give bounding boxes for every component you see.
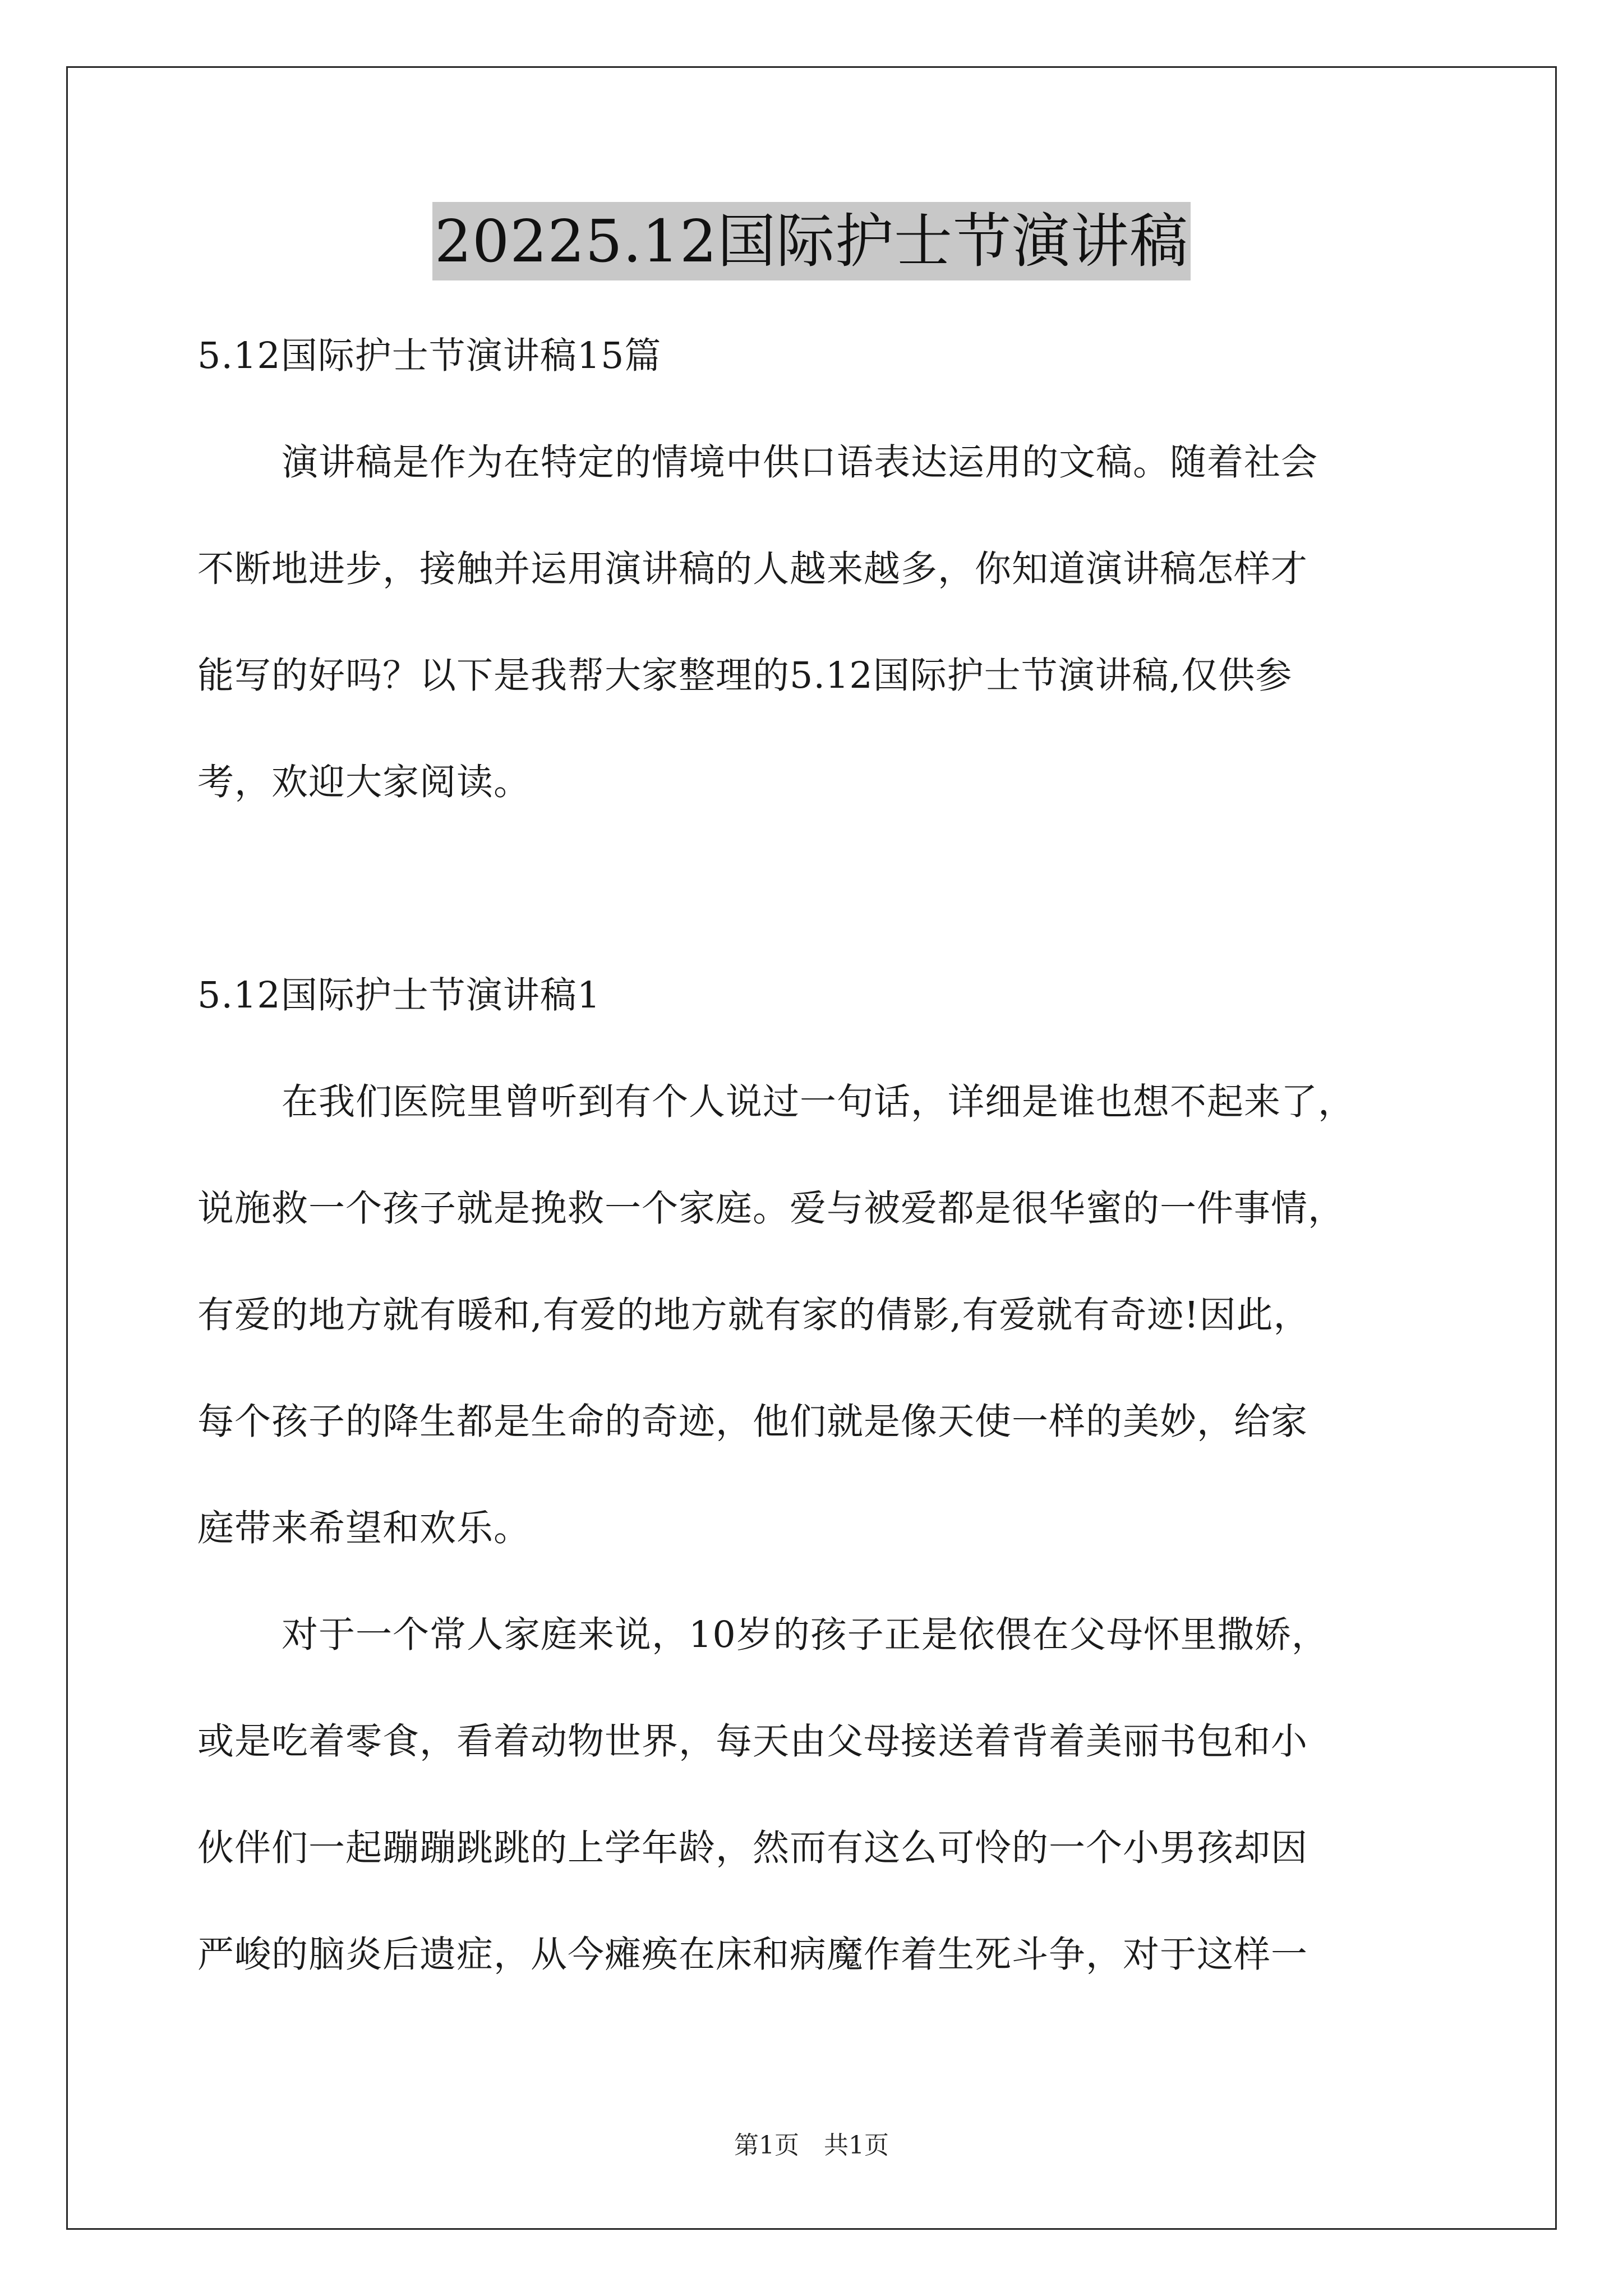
paragraph-line: 或是吃着零食，看着动物世界，每天由父母接送着背着美丽书包和小	[197, 1720, 1308, 1763]
paragraph-line: 有爱的地方就有暖和,有爱的地方就有家的倩影,有爱就有奇迹!因此，	[197, 1294, 1311, 1336]
subtitle: 5.12国际护士节演讲稿15篇	[197, 335, 662, 377]
intro-line: 不断地进步，接触并运用演讲稿的人越来越多，你知道演讲稿怎样才	[197, 548, 1308, 590]
title-container	[0, 202, 1623, 280]
section-heading: 5.12国际护士节演讲稿1	[197, 974, 601, 1016]
blank-line	[197, 836, 1468, 942]
intro-line: 演讲稿是作为在特定的情境中供口语表达运用的文稿。随着社会	[282, 441, 1318, 484]
document-title: 20225.12国际护士节演讲稿	[432, 202, 1191, 280]
paragraph-line: 每个孩子的降生都是生命的奇迹，他们就是像天使一样的美妙，给家	[197, 1401, 1308, 1443]
intro-line: 能写的好吗？以下是我帮大家整理的5.12国际护士节演讲稿,仅供参	[197, 655, 1293, 697]
paragraph-line: 伙伴们一起蹦蹦跳跳的上学年龄，然而有这么可怜的一个小男孩却因	[197, 1827, 1308, 1869]
paragraph-line: 庭带来希望和欢乐。	[197, 1507, 531, 1549]
paragraph-line: 在我们医院里曾听到有个人说过一句话，详细是谁也想不起来了，	[282, 1081, 1355, 1123]
paragraph-line: 对于一个常人家庭来说，10岁的孩子正是依偎在父母怀里撒娇，	[282, 1614, 1329, 1656]
intro-line: 考，欢迎大家阅读。	[197, 761, 531, 803]
page-footer: 第1页 共1页	[734, 2131, 889, 2160]
document-body	[197, 303, 1468, 2008]
paragraph-line: 说施救一个孩子就是挽救一个家庭。爱与被爱都是很华蜜的一件事情，	[197, 1188, 1345, 1230]
paragraph-line: 严峻的脑炎后遗症，从今瘫痪在床和病魔作着生死斗争，对于这样一	[197, 1934, 1308, 1976]
